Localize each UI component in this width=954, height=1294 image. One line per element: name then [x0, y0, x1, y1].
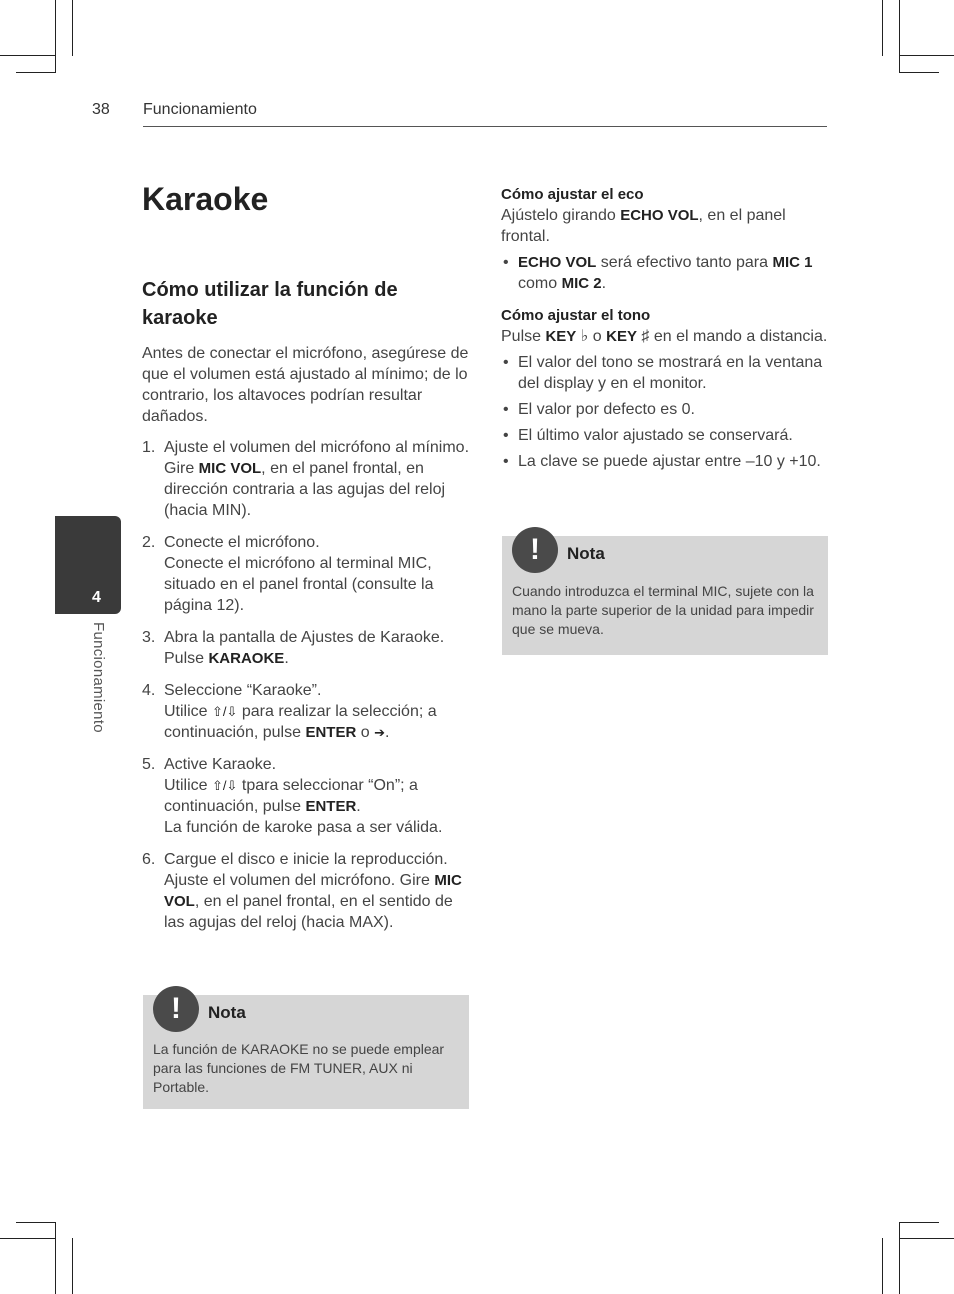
tone-text-part: o: [588, 328, 607, 345]
crop-mark: [899, 1222, 900, 1294]
step-number: 3.: [142, 629, 156, 646]
note-title: Nota: [208, 1003, 246, 1022]
step-text: Ajuste el volumen del micrófono al mínimo.: [164, 439, 470, 456]
step-result: La función de karoke pasa a ser válida.: [164, 819, 443, 836]
bullet-text: será efectivo tanto para: [596, 254, 773, 271]
step-number: 5.: [142, 756, 156, 773]
crop-mark: [0, 55, 56, 56]
bullet-text: .: [601, 275, 607, 292]
crop-mark: [882, 0, 883, 56]
bullet-text: El valor por defecto es 0.: [518, 401, 695, 418]
crop-mark: [72, 0, 73, 56]
up-down-arrow-icon: ⇧/⇩: [212, 778, 238, 793]
step-text: Conecte el micrófono.: [164, 534, 320, 551]
crop-mark: [899, 1222, 939, 1223]
crop-mark: [899, 55, 954, 56]
bullet-text: El valor del tono se mostrará en la ventana del display y en el monitor.: [518, 354, 823, 392]
step-detail-text: tpara seleccionar “On”; a continuación, pulse: [164, 777, 418, 815]
step-detail-text: , en el panel frontal, en el sentido de las agujas del reloj (hacia MAX).: [164, 893, 453, 931]
control-label: ECHO VOL: [518, 254, 597, 271]
step-number: 2.: [142, 534, 156, 551]
step-detail-text: .: [356, 798, 361, 815]
bullet-icon: •: [503, 401, 509, 418]
control-label: ENTER: [305, 798, 357, 815]
bullet-text: La clave se puede ajustar entre –10 y +10.: [518, 453, 821, 470]
list-item: [501, 352, 831, 394]
list-item: [501, 399, 831, 420]
step-item: [142, 627, 472, 669]
step-detail-text: , en el panel frontal, en dirección contraria a las agujas del reloj (hacia MIN).: [164, 460, 446, 519]
crop-mark: [55, 1222, 56, 1294]
step-item: [142, 680, 472, 743]
exclamation-icon: !: [512, 527, 558, 573]
tone-heading: Cómo ajustar el tono: [501, 307, 651, 324]
control-label: MIC 1: [772, 254, 813, 271]
crop-mark: [899, 1238, 954, 1239]
step-detail: [164, 701, 472, 743]
tone-text-part: Pulse: [501, 328, 546, 345]
step-detail-text: Utilice: [164, 703, 213, 720]
exclamation-icon: !: [153, 986, 199, 1032]
page-title: Karaoke: [142, 181, 269, 217]
step-detail-text: .: [284, 650, 289, 667]
note-text: Cuando introduzca el terminal MIC, sujete con la mano la parte superior de la unidad para impedir que se mueva.: [512, 583, 814, 637]
step-detail-text: Utilice: [164, 777, 213, 794]
bullet-icon: •: [503, 427, 509, 444]
step-detail-text: Pulse: [164, 650, 209, 667]
section-subheading: Cómo utilizar la función de karaoke: [142, 279, 398, 329]
step-detail-text: para realizar la selección; a continuación, pulse: [164, 703, 437, 741]
control-label: MIC VOL: [198, 460, 262, 477]
echo-bullets: [501, 252, 831, 294]
echo-text-part: Ajústelo girando: [501, 207, 621, 224]
step-text: Active Karaoke.: [164, 756, 277, 773]
list-item: [501, 451, 831, 472]
bullet-text: El último valor ajustado se conservará.: [518, 427, 793, 444]
step-item: [142, 437, 472, 521]
step-item: [142, 754, 472, 838]
control-label: ECHO VOL: [620, 207, 699, 224]
step-number: 1.: [142, 439, 156, 456]
control-label: MIC VOL: [164, 872, 462, 910]
header-divider: [143, 126, 827, 127]
note-text: La función de KARAOKE no se puede emplear para las funciones de FM TUNER, AUX ni Portable.: [153, 1041, 445, 1095]
crop-mark: [882, 1238, 883, 1294]
section-title: Funcionamiento: [143, 101, 257, 118]
crop-mark: [16, 72, 56, 73]
crop-mark: [55, 0, 56, 72]
step-item: [142, 849, 472, 933]
flat-icon: ♭: [576, 328, 589, 345]
step-detail-text: o: [356, 724, 375, 741]
echo-text: [501, 205, 831, 247]
control-label: MIC 2: [561, 275, 602, 292]
chapter-number: 4: [92, 589, 101, 606]
tone-section: [501, 305, 831, 477]
list-item: [501, 252, 831, 294]
step-text: [164, 849, 472, 933]
step-detail: [164, 775, 472, 817]
step-detail-text: Cargue el disco e inicie la reproducción. Ajuste el volumen del micrófono. Gire: [164, 851, 448, 889]
bullet-icon: •: [503, 254, 509, 271]
right-arrow-icon: ➔: [374, 725, 385, 740]
crop-mark: [899, 72, 939, 73]
echo-heading: Cómo ajustar el eco: [501, 186, 644, 203]
step-number: 6.: [142, 851, 156, 868]
note-title: Nota: [567, 544, 605, 563]
step-item: [142, 532, 472, 616]
step-detail-text: .: [384, 724, 390, 741]
crop-mark: [0, 1238, 56, 1239]
crop-mark: [72, 1238, 73, 1294]
bullet-icon: •: [503, 354, 509, 371]
list-item: [501, 425, 831, 446]
step-number: 4.: [142, 682, 156, 699]
step-detail: [164, 648, 472, 669]
crop-mark: [16, 1222, 56, 1223]
control-label: KARAOKE: [208, 650, 285, 667]
tone-text-part: en el mando a distancia.: [649, 328, 828, 345]
steps-list: [142, 437, 472, 944]
step-detail: Conecte el micrófono al terminal MIC, situado en el panel frontal (consulte la página 12).: [164, 555, 434, 614]
control-label: KEY: [606, 328, 637, 345]
note-box: [143, 992, 469, 1109]
tone-text: [501, 326, 831, 347]
sharp-icon: ♯: [636, 328, 650, 345]
intro-paragraph: Antes de conectar el micrófono, asegúrese de que el volumen está ajustado al mínimo; de lo contrario, los altavoces podrían resultar dañados.: [142, 345, 469, 425]
chapter-tab: [55, 516, 121, 614]
up-down-arrow-icon: ⇧/⇩: [212, 704, 238, 719]
step-text: Seleccione “Karaoke”.: [164, 682, 322, 699]
crop-mark: [899, 0, 900, 72]
page-number: 38: [92, 101, 110, 118]
step-detail: [164, 458, 472, 521]
tone-bullets: [501, 352, 831, 472]
step-detail-text: Gire: [164, 460, 199, 477]
chapter-label: Funcionamiento: [90, 622, 107, 733]
control-label: KEY: [545, 328, 577, 345]
step-text: Abra la pantalla de Ajustes de Karaoke.: [164, 629, 445, 646]
echo-section: [501, 184, 831, 299]
control-label: ENTER: [305, 724, 357, 741]
note-box: [502, 533, 828, 655]
bullet-text: como: [518, 275, 562, 292]
echo-text-part: , en el panel frontal.: [501, 207, 786, 245]
bullet-icon: •: [503, 453, 509, 470]
